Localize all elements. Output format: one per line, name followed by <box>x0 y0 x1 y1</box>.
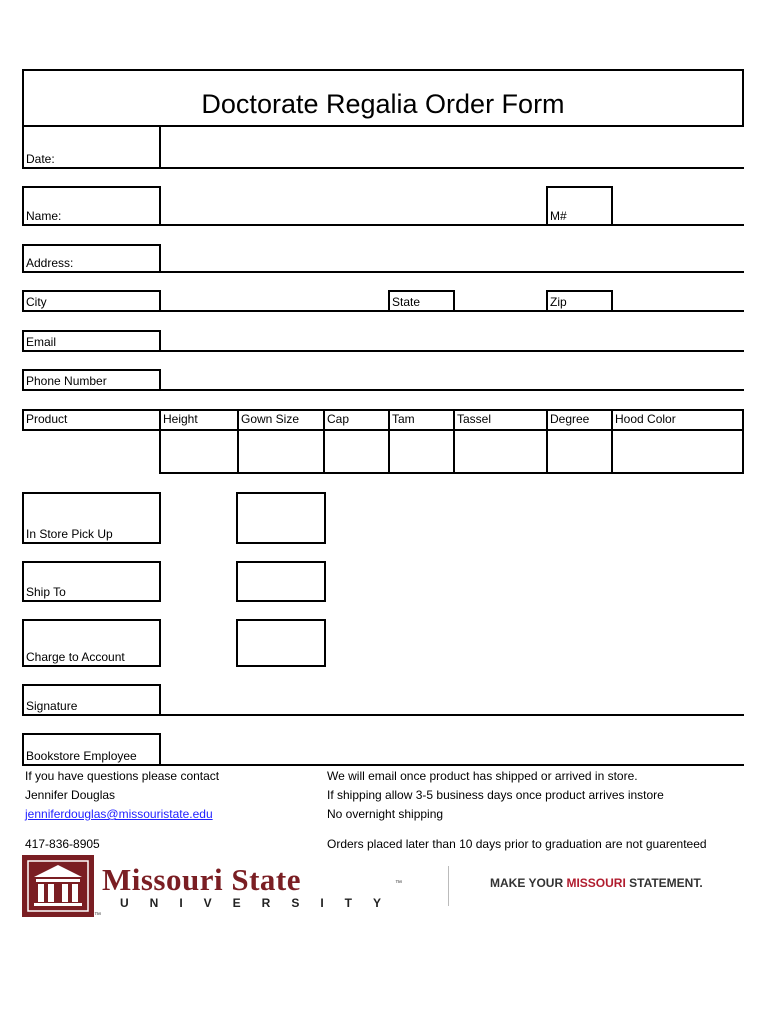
ship-to-label: Ship To <box>22 561 161 602</box>
table-header-tassel: Tassel <box>453 409 548 431</box>
tam-input-cell[interactable] <box>388 429 455 474</box>
degree-input-cell[interactable] <box>546 429 613 474</box>
note-deadline: Orders placed later than 10 days prior to graduation are not guarenteed <box>327 837 707 851</box>
name-field[interactable] <box>160 224 548 226</box>
ship-to-checkbox[interactable] <box>236 561 326 602</box>
signature-label: Signature <box>22 684 161 716</box>
contact-intro-text: If you have questions please contact <box>25 769 220 783</box>
university-seal-logo <box>22 855 94 922</box>
in-store-pickup-label: In Store Pick Up <box>22 492 161 544</box>
table-header-product: Product <box>22 409 161 431</box>
contact-email-link[interactable]: jenniferdouglas@missouristate.edu <box>25 807 213 821</box>
table-header-gown-size: Gown Size <box>237 409 325 431</box>
table-header-hood-color: Hood Color <box>611 409 744 431</box>
charge-to-account-label: Charge to Account <box>22 619 161 667</box>
charge-to-account-checkbox[interactable] <box>236 619 326 667</box>
state-label: State <box>388 290 455 312</box>
contact-phone: 417-836-8905 <box>25 837 100 851</box>
email-label: Email <box>22 330 161 352</box>
phone-label: Phone Number <box>22 369 161 391</box>
table-header-height: Height <box>159 409 239 431</box>
in-store-pickup-checkbox[interactable] <box>236 492 326 544</box>
city-field[interactable] <box>160 310 390 312</box>
slogan-part-3: STATEMENT. <box>625 876 703 890</box>
bookstore-employee-label: Bookstore Employee <box>22 733 161 766</box>
note-shipping-days: If shipping allow 3-5 business days once product arrives instore <box>327 788 664 802</box>
slogan-part-2: MISSOURI <box>566 876 626 890</box>
missouri-state-wordmark: Missouri State <box>102 862 302 897</box>
form-title: Doctorate Regalia Order Form <box>22 69 744 127</box>
phone-field[interactable] <box>160 389 744 391</box>
gown-size-input-cell[interactable] <box>237 429 325 474</box>
slogan-part-1: MAKE YOUR <box>490 876 567 890</box>
trademark-symbol: ™ <box>395 880 402 887</box>
signature-field[interactable] <box>160 714 744 716</box>
table-header-cap: Cap <box>323 409 390 431</box>
cap-input-cell[interactable] <box>323 429 390 474</box>
hood-color-input-cell[interactable] <box>611 429 744 474</box>
height-input-cell[interactable] <box>159 429 239 474</box>
date-field[interactable] <box>160 167 744 169</box>
city-label: City <box>22 290 161 312</box>
zip-label: Zip <box>546 290 613 312</box>
branding-divider <box>448 866 449 906</box>
note-no-overnight: No overnight shipping <box>327 807 444 821</box>
tassel-input-cell[interactable] <box>453 429 548 474</box>
state-field[interactable] <box>454 310 548 312</box>
bookstore-employee-field[interactable] <box>160 764 744 766</box>
university-wordmark: UNIVERSITY <box>120 896 403 910</box>
address-label: Address: <box>22 244 161 273</box>
table-header-degree: Degree <box>546 409 613 431</box>
table-header-tam: Tam <box>388 409 455 431</box>
date-label: Date: <box>22 125 161 169</box>
m-number-label: M# <box>546 186 613 226</box>
m-number-field[interactable] <box>612 224 744 226</box>
seal-trademark-symbol: ™ <box>94 912 101 919</box>
contact-name: Jennifer Douglas <box>25 788 116 802</box>
address-field[interactable] <box>160 271 744 273</box>
note-email-shipped: We will email once product has shipped or arrived in store. <box>327 769 638 783</box>
email-field[interactable] <box>160 350 744 352</box>
name-label: Name: <box>22 186 161 226</box>
zip-field[interactable] <box>612 310 744 312</box>
slogan <box>490 876 703 890</box>
